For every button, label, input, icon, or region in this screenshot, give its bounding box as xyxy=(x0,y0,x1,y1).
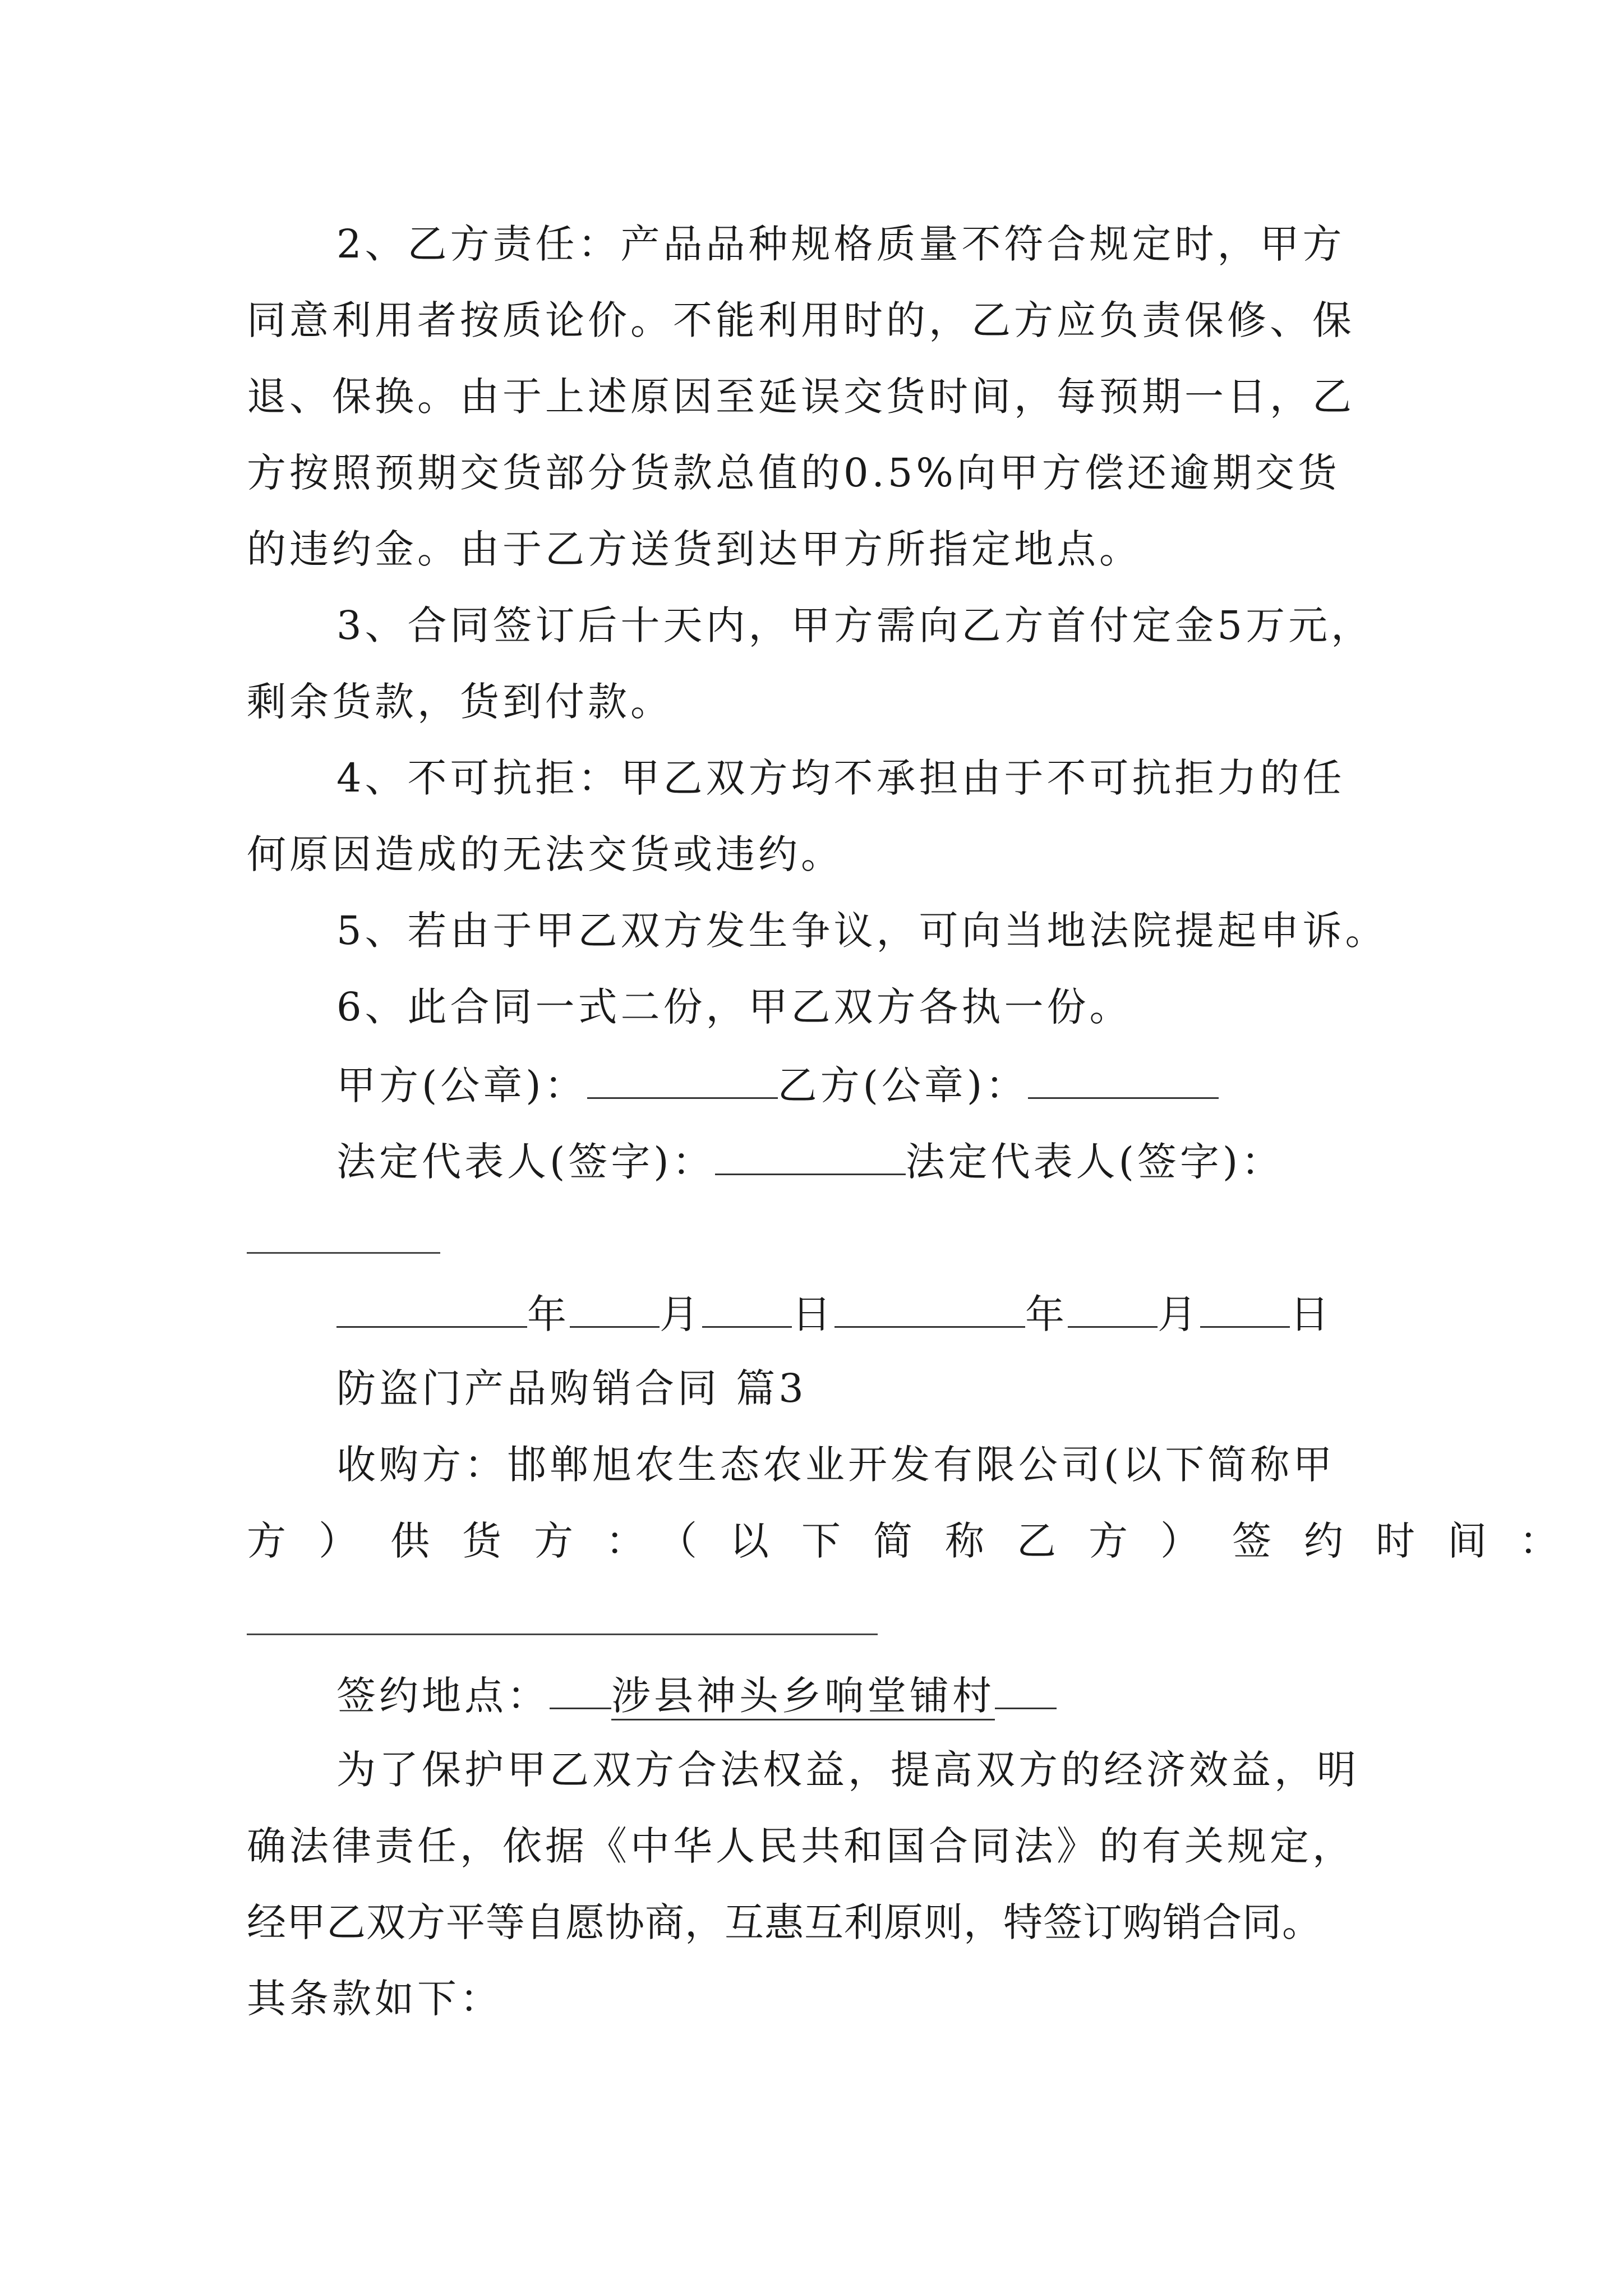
party-a-seal-blank xyxy=(587,1064,778,1099)
supplier-line: 方）供货方：（以下简称乙方）签约时间： xyxy=(247,1518,1591,1564)
location-value: 涉县神头乡响堂铺村 xyxy=(611,1673,995,1720)
rep-b-blank xyxy=(247,1252,440,1254)
clause-3-line-1: 3、合同签订后十天内，甲方需向乙方首付定金5万元， xyxy=(336,602,1374,648)
date-a-year: 年 xyxy=(527,1291,570,1337)
party-b-seal-blank xyxy=(1028,1064,1219,1099)
clause-5: 5、若由于甲乙双方发生争议，可向当地法院提起申诉。 xyxy=(336,908,1388,954)
intro-line-1: 为了保护甲乙双方合法权益，提高双方的经济效益，明 xyxy=(336,1747,1359,1793)
date-a-day-blank xyxy=(702,1292,792,1328)
location-blank-right xyxy=(995,1674,1057,1709)
clause-2-line-3: 退、保换。由于上述原因至延误交货时间，每预期一日，乙 xyxy=(247,374,1355,420)
party-a-seal-label: 甲方(公章)： xyxy=(336,1062,587,1108)
sign-date-blank xyxy=(247,1634,878,1635)
date-b-month-blank xyxy=(1068,1292,1158,1328)
clause-2-line-5: 的违约金。由于乙方送货到达甲方所指定地点。 xyxy=(247,526,1142,572)
location-line xyxy=(336,1673,1057,1719)
clause-3-line-2: 剩余货款，货到付款。 xyxy=(247,679,673,725)
location-label: 签约地点： xyxy=(336,1673,550,1719)
date-a-month-blank xyxy=(570,1292,660,1328)
rep-a-blank xyxy=(715,1140,906,1175)
rep-b-label: 法定代表人(签字)： xyxy=(905,1139,1284,1185)
date-b-year-blank xyxy=(834,1292,1025,1328)
date-a-day: 日 xyxy=(792,1291,834,1337)
buyer-line: 收购方：邯郸旭农生态农业开发有限公司(以下简称甲 xyxy=(336,1442,1336,1488)
intro-line-2: 确法律责任，依据《中华人民共和国合同法》的有关规定， xyxy=(247,1823,1355,1869)
rep-a-label: 法定代表人(签字)： xyxy=(336,1139,715,1185)
date-b-year: 年 xyxy=(1025,1291,1068,1337)
clause-2-line-1: 2、乙方责任：产品品种规格质量不符合规定时，甲方 xyxy=(336,221,1345,267)
representative-line xyxy=(336,1139,1284,1185)
date-a-year-blank xyxy=(336,1292,527,1328)
clause-2-line-2: 同意利用者按质论价。不能利用时的，乙方应负责保修、保 xyxy=(247,297,1355,343)
date-b-day: 日 xyxy=(1290,1291,1332,1337)
location-blank-left xyxy=(550,1674,611,1709)
date-b-month: 月 xyxy=(1158,1291,1200,1337)
intro-line-3: 经甲乙双方平等自愿协商，互惠互利原则，特签订购销合同。 xyxy=(247,1899,1322,1945)
seal-line xyxy=(336,1062,1219,1108)
clause-4-line-2: 何原因造成的无法交货或违约。 xyxy=(247,831,843,877)
clause-2-line-4: 方按照预期交货部分货款总值的0.5%向甲方偿还逾期交货 xyxy=(247,450,1340,496)
date-line xyxy=(336,1291,1332,1337)
clause-6: 6、此合同一式二份，甲乙双方各执一份。 xyxy=(336,984,1132,1030)
section-title: 防盗门产品购销合同 篇3 xyxy=(336,1365,807,1411)
clause-4-line-1: 4、不可抗拒：甲乙双方均不承担由于不可抗拒力的任 xyxy=(336,755,1345,801)
intro-line-4: 其条款如下： xyxy=(247,1976,502,2022)
date-b-day-blank xyxy=(1200,1292,1290,1328)
date-a-month: 月 xyxy=(660,1291,702,1337)
party-b-seal-label: 乙方(公章)： xyxy=(777,1062,1029,1108)
